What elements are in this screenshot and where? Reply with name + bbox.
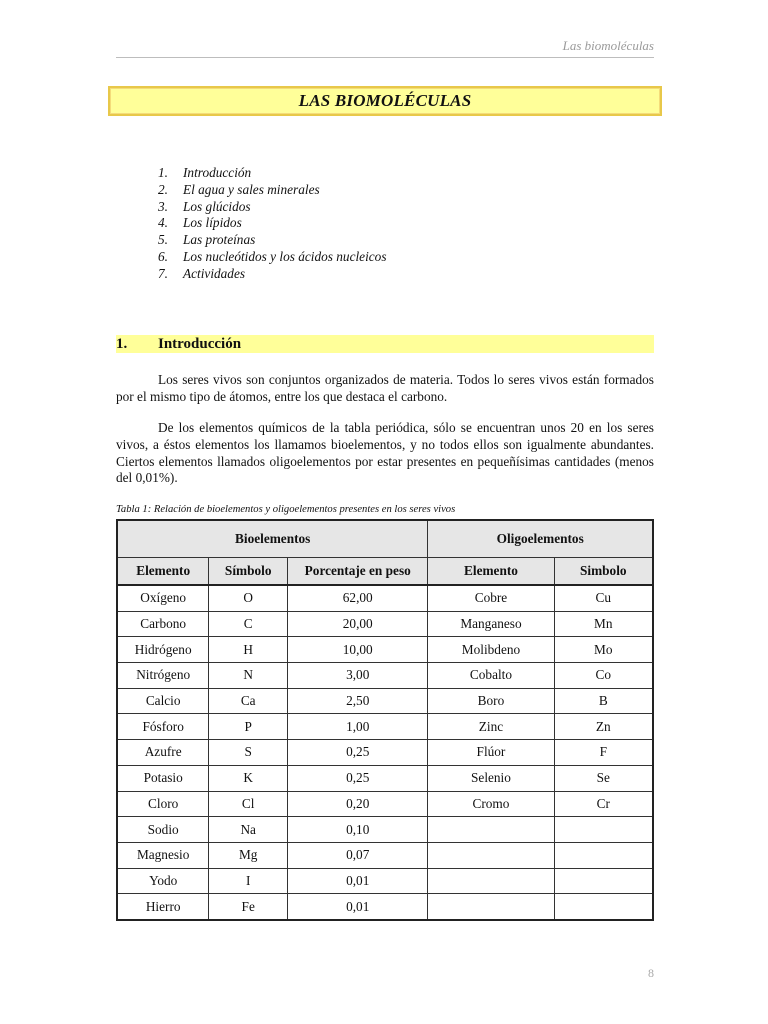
table-cell: Ca bbox=[209, 688, 288, 714]
table-cell: Potasio bbox=[117, 765, 209, 791]
table-cell: S bbox=[209, 740, 288, 766]
table-cell: Co bbox=[554, 663, 653, 689]
table-cell: Zn bbox=[554, 714, 653, 740]
table-cell bbox=[428, 894, 554, 920]
toc-item bbox=[158, 215, 387, 232]
toc-number: 4. bbox=[158, 215, 168, 231]
table-cell: Nitrógeno bbox=[117, 663, 209, 689]
table-cell: F bbox=[554, 740, 653, 766]
table-row bbox=[117, 688, 653, 714]
column-header: Elemento bbox=[428, 558, 554, 586]
table-cell: 62,00 bbox=[288, 585, 428, 611]
table-cell: Hierro bbox=[117, 894, 209, 920]
table-cell: 0,20 bbox=[288, 791, 428, 817]
table-cell: H bbox=[209, 637, 288, 663]
toc-label: Los glúcidos bbox=[183, 198, 251, 214]
table-cell: I bbox=[209, 868, 288, 894]
toc-item bbox=[158, 266, 387, 283]
table-cell: Cr bbox=[554, 791, 653, 817]
table-cell: Cobre bbox=[428, 585, 554, 611]
table-cell: Flúor bbox=[428, 740, 554, 766]
toc-number: 2. bbox=[158, 181, 168, 197]
table-row bbox=[117, 765, 653, 791]
table-cell: Manganeso bbox=[428, 611, 554, 637]
elements-table bbox=[116, 519, 654, 921]
table-cell: Fósforo bbox=[117, 714, 209, 740]
table-cell: Zinc bbox=[428, 714, 554, 740]
table-cell: 0,10 bbox=[288, 817, 428, 843]
table-cell: Selenio bbox=[428, 765, 554, 791]
table-cell: Yodo bbox=[117, 868, 209, 894]
table-cell: 0,01 bbox=[288, 868, 428, 894]
table-row bbox=[117, 611, 653, 637]
toc-label: Los lípidos bbox=[183, 215, 242, 231]
toc-label: Las proteínas bbox=[183, 232, 256, 248]
table-row bbox=[117, 714, 653, 740]
table-cell: O bbox=[209, 585, 288, 611]
column-header: Símbolo bbox=[209, 558, 288, 586]
table-cell: Mg bbox=[209, 842, 288, 868]
table-cell: Sodio bbox=[117, 817, 209, 843]
table-cell: Magnesio bbox=[117, 842, 209, 868]
group-header-bioelementos: Bioelementos bbox=[117, 520, 428, 558]
table-cell: Azufre bbox=[117, 740, 209, 766]
table-cell bbox=[428, 868, 554, 894]
toc-item bbox=[158, 199, 387, 216]
table-cell bbox=[554, 817, 653, 843]
table-row bbox=[117, 663, 653, 689]
table-cell: Se bbox=[554, 765, 653, 791]
table-cell: Cl bbox=[209, 791, 288, 817]
toc-item bbox=[158, 165, 387, 182]
table-cell: Cobalto bbox=[428, 663, 554, 689]
toc-number: 6. bbox=[158, 248, 168, 264]
running-header: Las biomoléculas bbox=[562, 38, 654, 53]
table-cell: Cromo bbox=[428, 791, 554, 817]
toc-item bbox=[158, 249, 387, 266]
table-cell: P bbox=[209, 714, 288, 740]
intro-paragraph-1: Los seres vivos son conjuntos organizados de materia. Todos lo seres vivos están formados por el mismo tipo de átomos, entre los que destaca el carbono. bbox=[116, 372, 654, 404]
table-group-header-row bbox=[117, 520, 653, 558]
table-row bbox=[117, 817, 653, 843]
table-cell: N bbox=[209, 663, 288, 689]
table-column-header-row bbox=[117, 558, 653, 586]
toc-number: 1. bbox=[158, 165, 168, 180]
document-title: LAS BIOMOLÉCULAS bbox=[298, 91, 472, 110]
table-row bbox=[117, 894, 653, 920]
toc-label: El agua y sales minerales bbox=[183, 181, 320, 197]
table-row bbox=[117, 842, 653, 868]
table-cell bbox=[554, 868, 653, 894]
table-cell bbox=[428, 842, 554, 868]
toc-number: 5. bbox=[158, 232, 168, 248]
group-header-oligoelementos: Oligoelementos bbox=[428, 520, 653, 558]
table-cell: Mo bbox=[554, 637, 653, 663]
table-cell: K bbox=[209, 765, 288, 791]
table-caption: Tabla 1: Relación de bioelementos y oligoelementos presentes en los seres vivos bbox=[116, 504, 456, 515]
table-cell bbox=[428, 817, 554, 843]
table-row bbox=[117, 637, 653, 663]
table-cell: Fe bbox=[209, 894, 288, 920]
table-cell: 3,00 bbox=[288, 663, 428, 689]
table-of-contents bbox=[158, 165, 387, 283]
page-number: 8 bbox=[648, 966, 654, 980]
table-row bbox=[117, 585, 653, 611]
table-cell: 20,00 bbox=[288, 611, 428, 637]
table-cell: 10,00 bbox=[288, 637, 428, 663]
document-title-box bbox=[108, 86, 662, 116]
toc-number: 3. bbox=[158, 198, 168, 214]
table-cell: Carbono bbox=[117, 611, 209, 637]
table-cell: C bbox=[209, 611, 288, 637]
column-header: Elemento bbox=[117, 558, 209, 586]
section-number: 1. bbox=[116, 335, 128, 352]
table-cell: B bbox=[554, 688, 653, 714]
intro-paragraph-2: De los elementos químicos de la tabla periódica, sólo se encuentran unos 20 en los seres vivos, a éstos elementos los llamamos bioelementos, y no todos ellos son igualmente abundantes. Ciertos elementos llamados oligoelementos por estar presentes en pequeñísimas cantidades (menos del 0,01%). bbox=[116, 420, 654, 486]
column-header: Porcentaje en peso bbox=[288, 558, 428, 586]
toc-item bbox=[158, 232, 387, 249]
table-row bbox=[117, 868, 653, 894]
table-cell: 1,00 bbox=[288, 714, 428, 740]
table-cell: Calcio bbox=[117, 688, 209, 714]
table-cell: Boro bbox=[428, 688, 554, 714]
column-header: Simbolo bbox=[554, 558, 653, 586]
table-cell: Cu bbox=[554, 585, 653, 611]
toc-item bbox=[158, 182, 387, 199]
table-cell: 2,50 bbox=[288, 688, 428, 714]
table-cell: 0,25 bbox=[288, 740, 428, 766]
table-cell: Cloro bbox=[117, 791, 209, 817]
table-cell: 0,25 bbox=[288, 765, 428, 791]
table-cell: Mn bbox=[554, 611, 653, 637]
table-cell bbox=[554, 842, 653, 868]
table-row bbox=[117, 740, 653, 766]
section-heading bbox=[116, 335, 654, 353]
table-cell: Oxígeno bbox=[117, 585, 209, 611]
table-cell: 0,01 bbox=[288, 894, 428, 920]
toc-label: Los nucleótidos y los ácidos nucleicos bbox=[183, 248, 387, 264]
table-cell bbox=[554, 894, 653, 920]
table-cell: Hidrógeno bbox=[117, 637, 209, 663]
section-title: Introducción bbox=[158, 335, 242, 352]
table-cell: 0,07 bbox=[288, 842, 428, 868]
table-row bbox=[117, 791, 653, 817]
toc-label: Introducción bbox=[183, 165, 252, 180]
table-cell: Molibdeno bbox=[428, 637, 554, 663]
toc-label: Actividades bbox=[183, 265, 246, 281]
header-rule bbox=[116, 57, 654, 58]
table-cell: Na bbox=[209, 817, 288, 843]
toc-number: 7. bbox=[158, 265, 168, 281]
